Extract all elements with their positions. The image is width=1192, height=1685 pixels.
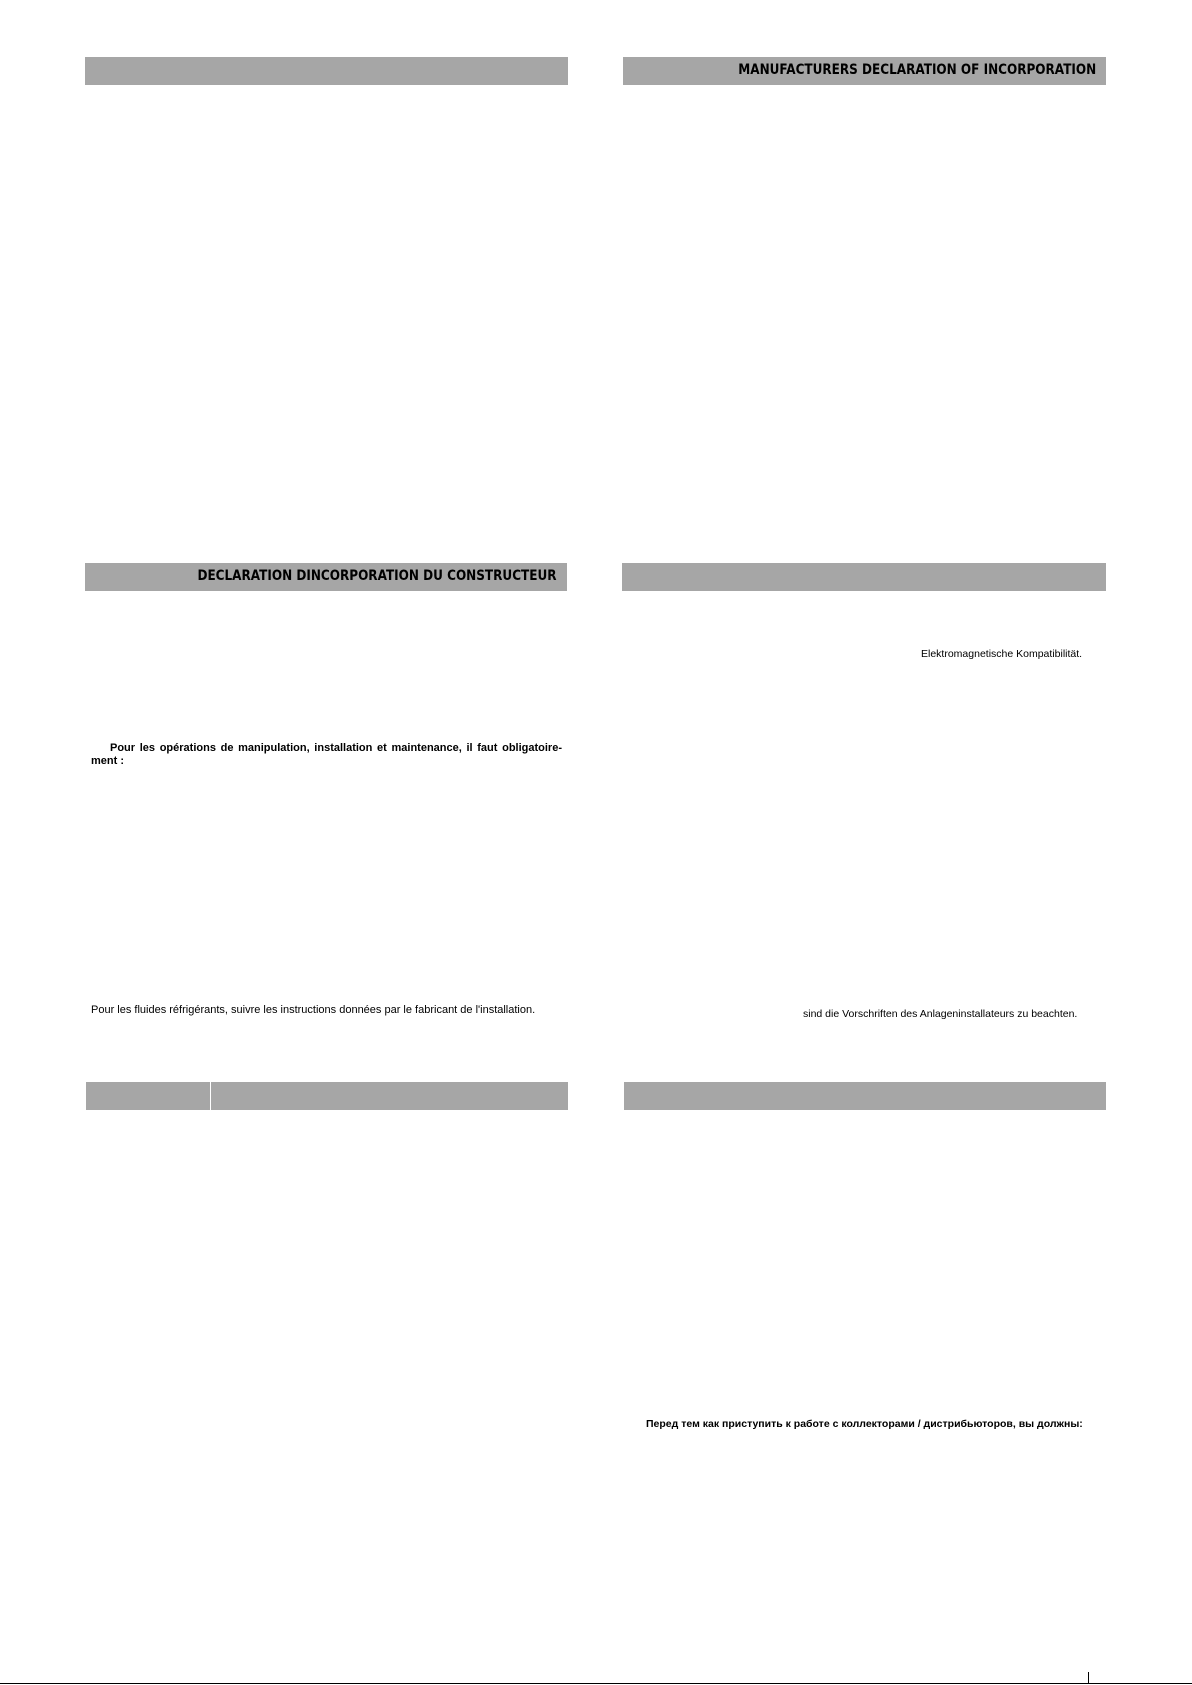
header-bar-bottom-right [624,1082,1106,1110]
header-bar-bottom-left [86,1082,568,1110]
handling-intro-text: Pour les opérations de manipulation, installation et maintenance, il faut obligatoire-ment : [91,742,562,767]
page-bottom-rule [0,1683,1192,1684]
header-bar-middle-right [622,563,1106,591]
header-bar-middle-left [85,563,567,591]
installer-note-text: sind die Vorschriften des Anlageninstallateurs zu beachten. [803,1008,1078,1020]
emc-note-text: Elektromagnetische Kompatibilität. [921,648,1083,660]
header-bar-top-left [85,57,568,85]
header-bar-divider [210,1082,211,1110]
refrigerant-note-text: Pour les fluides réfrigérants, suivre les instructions données par le fabricant de l'installation. [91,1004,536,1016]
page-bottom-tick [1088,1672,1089,1683]
header-bar-top-right [623,57,1106,85]
section-title-manufacturers-declaration: MANUFACTURERS DECLARATION OF INCORPORATION [738,62,1096,78]
before-work-note-text: Перед тем как приступить к работе с коллекторами / дистрибьюторов, вы должны: [646,1418,1083,1430]
section-title-declaration-constructeur: DECLARATION DINCORPORATION DU CONSTRUCTEUR [197,568,557,584]
